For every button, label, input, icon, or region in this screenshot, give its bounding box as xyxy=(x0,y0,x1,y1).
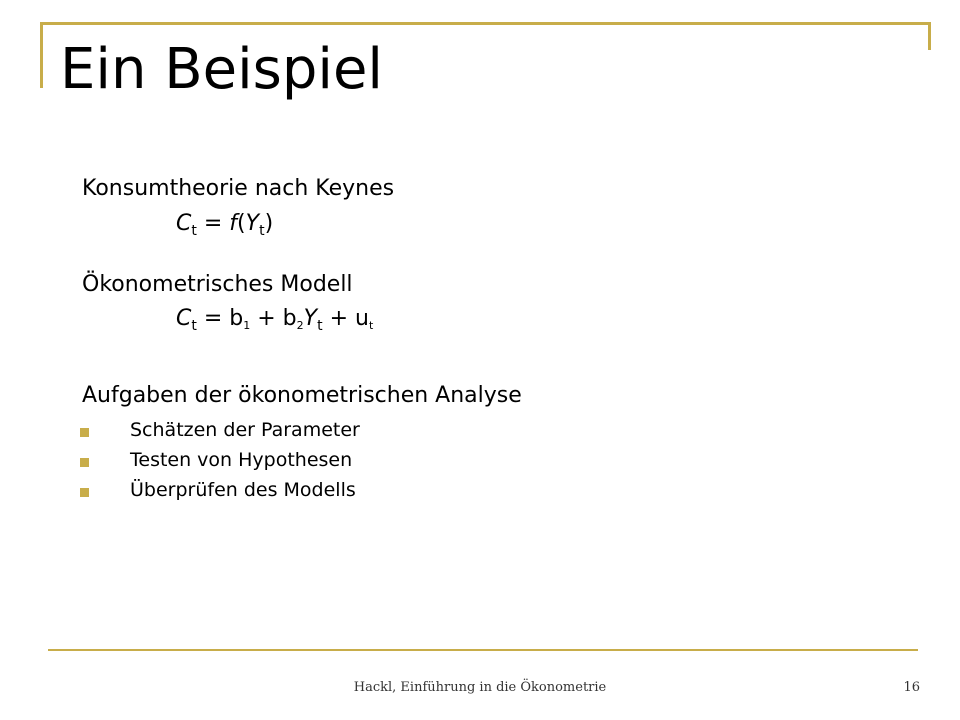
keynes-heading: Konsumtheorie nach Keynes xyxy=(82,176,395,201)
formula-y: Y xyxy=(245,211,260,236)
formula-term: + u xyxy=(322,306,369,331)
frame-right-line xyxy=(928,22,931,50)
list-item-label: Überprüfen des Modells xyxy=(130,479,356,501)
formula-sub: t xyxy=(317,318,323,334)
formula-y: Y xyxy=(303,306,318,331)
formula-sub: t xyxy=(191,318,197,334)
footer-text: Hackl, Einführung in die Ökonometrie xyxy=(353,680,607,695)
formula-c: C xyxy=(176,306,192,331)
formula-f: f xyxy=(229,211,238,236)
formula-paren: ) xyxy=(264,211,274,236)
square-bullet-icon xyxy=(80,428,89,437)
footer-rule xyxy=(48,649,918,651)
formula-c: C xyxy=(176,211,192,236)
square-bullet-icon xyxy=(80,458,89,467)
frame-top-line xyxy=(40,22,930,25)
page-number: 16 xyxy=(903,680,920,695)
formula-sub: 2 xyxy=(296,319,304,332)
model-formula xyxy=(176,304,373,334)
formula-paren: ( xyxy=(237,211,246,236)
slide-title: Ein Beispiel xyxy=(60,37,383,102)
frame-left-line xyxy=(40,22,43,88)
model-heading: Ökonometrisches Modell xyxy=(82,272,353,297)
analysis-heading: Aufgaben der ökonometrischen Analyse xyxy=(82,383,522,408)
formula-term: + b xyxy=(250,306,297,331)
square-bullet-icon xyxy=(80,488,89,497)
formula-sub: t xyxy=(368,319,374,332)
formula-eq: = xyxy=(196,211,230,236)
formula-term: = b xyxy=(196,306,244,331)
list-item-label: Testen von Hypothesen xyxy=(130,449,353,471)
formula-sub: t xyxy=(259,223,265,239)
list-item-label: Schätzen der Parameter xyxy=(130,419,360,441)
keynes-formula xyxy=(176,209,273,239)
formula-sub: t xyxy=(191,223,197,239)
formula-sub: 1 xyxy=(243,319,251,332)
